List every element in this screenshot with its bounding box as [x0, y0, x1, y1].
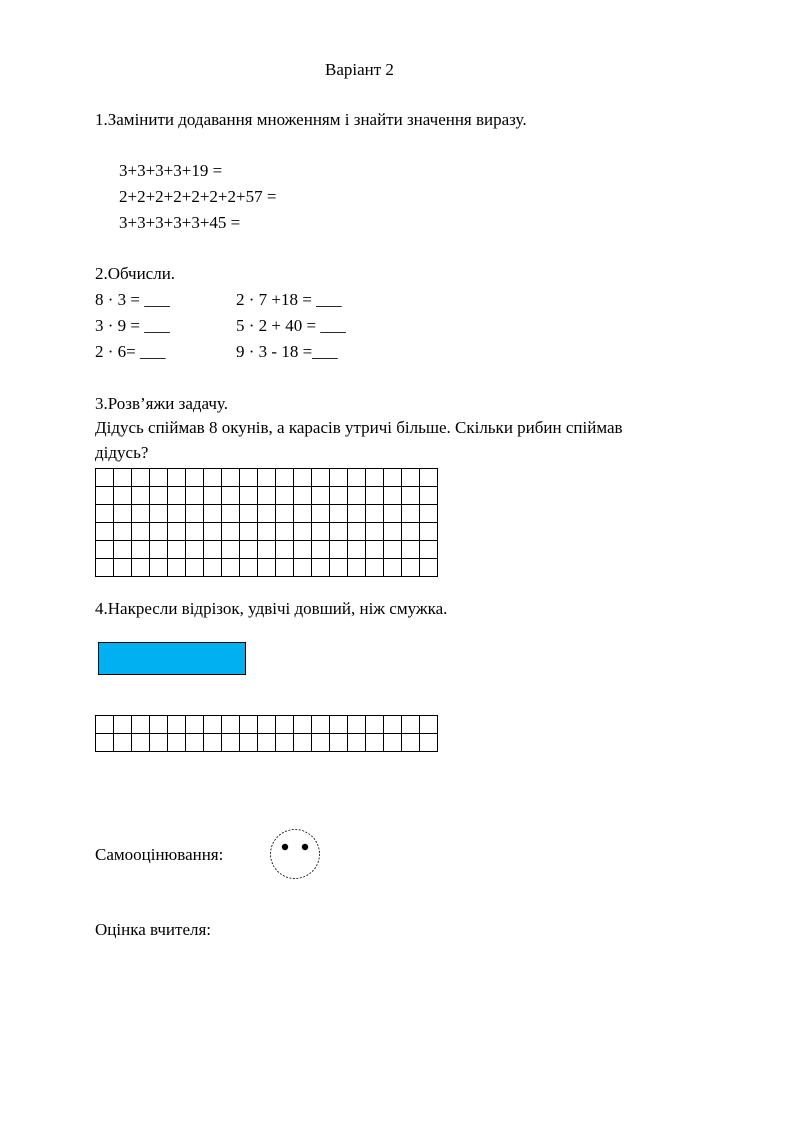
task4-grid-cell[interactable]	[132, 716, 150, 734]
task3-grid-cell[interactable]	[312, 541, 330, 559]
task3-grid-cell[interactable]	[222, 559, 240, 577]
task3-grid-cell[interactable]	[420, 523, 438, 541]
task3-grid-cell[interactable]	[204, 559, 222, 577]
task4-grid-cell[interactable]	[150, 716, 168, 734]
task3-grid-cell[interactable]	[114, 469, 132, 487]
task3-grid-row	[96, 523, 438, 541]
task3-grid-cell[interactable]	[258, 469, 276, 487]
task4-grid-cell[interactable]	[96, 716, 114, 734]
task4-grid-cell[interactable]	[114, 734, 132, 752]
task3-grid-cell[interactable]	[276, 559, 294, 577]
task4-grid-cell[interactable]	[402, 734, 420, 752]
task3-grid-cell[interactable]	[402, 541, 420, 559]
task3-grid-cell[interactable]	[240, 559, 258, 577]
task3-grid-cell[interactable]	[330, 559, 348, 577]
task3-grid-cell[interactable]	[258, 559, 276, 577]
task4-grid-cell[interactable]	[114, 716, 132, 734]
task3-grid-cell[interactable]	[402, 487, 420, 505]
task3-grid-cell[interactable]	[240, 469, 258, 487]
task3-grid-cell[interactable]	[240, 523, 258, 541]
task3-grid-cell[interactable]	[204, 505, 222, 523]
task4-grid-row	[96, 716, 438, 734]
task4-grid-cell[interactable]	[132, 734, 150, 752]
task3-grid-cell[interactable]	[384, 559, 402, 577]
task4-grid-cell[interactable]	[204, 734, 222, 752]
task3-grid-cell[interactable]	[132, 505, 150, 523]
task3-grid-cell[interactable]	[150, 523, 168, 541]
task4-grid-cell[interactable]	[384, 716, 402, 734]
task3-grid-cell[interactable]	[348, 487, 366, 505]
task4-grid-cell[interactable]	[366, 734, 384, 752]
task3-grid-cell[interactable]	[420, 541, 438, 559]
task3-grid-cell[interactable]	[366, 559, 384, 577]
task3-grid-cell[interactable]	[258, 523, 276, 541]
task1-expression-1: 3+3+3+3+19 =	[119, 161, 223, 180]
task3-grid-cell[interactable]	[186, 505, 204, 523]
task4-grid-cell[interactable]	[330, 716, 348, 734]
task3-grid-cell[interactable]	[150, 541, 168, 559]
task3-grid-cell[interactable]	[132, 469, 150, 487]
task3-grid-cell[interactable]	[330, 505, 348, 523]
task3-grid-cell[interactable]	[132, 541, 150, 559]
task3-grid-cell[interactable]	[168, 541, 186, 559]
task2-expression-left-1: 8 · 3 = ___	[95, 290, 170, 309]
task3-heading: 3.Розв’яжи задачу.	[95, 394, 228, 413]
task3-grid-cell[interactable]	[168, 559, 186, 577]
task3-grid-cell[interactable]	[240, 541, 258, 559]
smiley-face-icon[interactable]	[269, 828, 321, 880]
task4-grid-cell[interactable]	[366, 716, 384, 734]
task3-grid-cell[interactable]	[366, 469, 384, 487]
task3-grid-cell[interactable]	[204, 469, 222, 487]
task4-grid-cell[interactable]	[420, 716, 438, 734]
task3-grid-cell[interactable]	[258, 505, 276, 523]
task3-grid-row	[96, 541, 438, 559]
task4-grid-cell[interactable]	[168, 734, 186, 752]
task3-grid-cell[interactable]	[402, 469, 420, 487]
task4-grid-cell[interactable]	[222, 734, 240, 752]
task4-grid-cell[interactable]	[276, 716, 294, 734]
task3-grid-cell[interactable]	[204, 523, 222, 541]
task3-grid-row	[96, 559, 438, 577]
task3-grid-cell[interactable]	[222, 523, 240, 541]
task3-grid-cell[interactable]	[384, 469, 402, 487]
task4-grid-cell[interactable]	[204, 716, 222, 734]
task2-expression-left-2: 3 · 9 = ___	[95, 316, 170, 335]
task4-grid-cell[interactable]	[330, 734, 348, 752]
task3-grid-cell[interactable]	[168, 487, 186, 505]
task3-grid-cell[interactable]	[420, 487, 438, 505]
task4-drawing-grid[interactable]	[95, 715, 438, 752]
task2-expression-right-1: 2 · 7 +18 = ___	[236, 290, 342, 309]
task3-grid-cell[interactable]	[114, 505, 132, 523]
task3-grid-cell[interactable]	[186, 469, 204, 487]
task4-grid-cell[interactable]	[384, 734, 402, 752]
task3-grid-cell[interactable]	[96, 487, 114, 505]
task4-grid-cell[interactable]	[240, 716, 258, 734]
task3-grid-cell[interactable]	[348, 541, 366, 559]
task3-grid-cell[interactable]	[276, 541, 294, 559]
task3-grid-cell[interactable]	[258, 487, 276, 505]
task3-grid-cell[interactable]	[222, 541, 240, 559]
task3-grid-cell[interactable]	[114, 559, 132, 577]
task3-grid-cell[interactable]	[384, 487, 402, 505]
task3-grid-cell[interactable]	[240, 487, 258, 505]
task4-grid-cell[interactable]	[150, 734, 168, 752]
task3-grid-cell[interactable]	[294, 559, 312, 577]
task3-grid-cell[interactable]	[330, 523, 348, 541]
task3-grid-row	[96, 487, 438, 505]
task2-expression-right-2: 5 · 2 + 40 = ___	[236, 316, 346, 335]
task4-grid-cell[interactable]	[276, 734, 294, 752]
task3-grid-cell[interactable]	[420, 559, 438, 577]
self-assessment-label: Самооцінювання:	[95, 845, 224, 864]
task3-grid-cell[interactable]	[96, 469, 114, 487]
task4-grid-cell[interactable]	[240, 734, 258, 752]
task3-grid-cell[interactable]	[222, 505, 240, 523]
task3-grid-cell[interactable]	[132, 559, 150, 577]
task3-grid-cell[interactable]	[150, 469, 168, 487]
task3-grid-cell[interactable]	[384, 541, 402, 559]
task3-grid-cell[interactable]	[276, 505, 294, 523]
task3-grid-cell[interactable]	[420, 505, 438, 523]
task3-grid-cell[interactable]	[186, 523, 204, 541]
task4-grid-cell[interactable]	[186, 716, 204, 734]
task3-answer-grid[interactable]	[95, 468, 438, 577]
task3-grid-cell[interactable]	[114, 523, 132, 541]
task3-grid-cell[interactable]	[276, 469, 294, 487]
task3-grid-cell[interactable]	[168, 469, 186, 487]
task4-grid-cell[interactable]	[348, 716, 366, 734]
task3-grid-cell[interactable]	[132, 487, 150, 505]
task3-grid-cell[interactable]	[168, 523, 186, 541]
task3-grid-cell[interactable]	[258, 541, 276, 559]
task3-grid-cell[interactable]	[114, 541, 132, 559]
task3-grid-cell[interactable]	[222, 469, 240, 487]
task3-grid-cell[interactable]	[96, 541, 114, 559]
task3-grid-row	[96, 505, 438, 523]
task3-grid-cell[interactable]	[96, 505, 114, 523]
task3-grid-cell[interactable]	[366, 505, 384, 523]
task3-grid-cell[interactable]	[294, 505, 312, 523]
task4-grid-cell[interactable]	[348, 734, 366, 752]
task3-grid-cell[interactable]	[330, 469, 348, 487]
task3-grid-cell[interactable]	[294, 487, 312, 505]
task3-grid-cell[interactable]	[312, 469, 330, 487]
task3-grid-cell[interactable]	[312, 523, 330, 541]
task1-expression-2: 2+2+2+2+2+2+2+57 =	[119, 187, 277, 206]
task3-grid-cell[interactable]	[348, 559, 366, 577]
task1-expression-3: 3+3+3+3+3+45 =	[119, 213, 241, 232]
task3-grid-cell[interactable]	[312, 487, 330, 505]
task3-grid-cell[interactable]	[294, 469, 312, 487]
task3-grid-cell[interactable]	[330, 487, 348, 505]
task3-grid-cell[interactable]	[186, 541, 204, 559]
task3-grid-cell[interactable]	[330, 541, 348, 559]
task3-grid-cell[interactable]	[366, 541, 384, 559]
task3-grid-cell[interactable]	[294, 541, 312, 559]
task4-heading: 4.Накресли відрізок, удвічі довший, ніж смужка.	[95, 599, 448, 618]
task3-grid-cell[interactable]	[312, 505, 330, 523]
task4-grid-cell[interactable]	[402, 716, 420, 734]
task4-grid-row	[96, 734, 438, 752]
task4-grid-cell[interactable]	[186, 734, 204, 752]
page-title: Варіант 2	[325, 60, 394, 79]
task3-grid-cell[interactable]	[150, 559, 168, 577]
task3-grid-cell[interactable]	[294, 523, 312, 541]
task4-grid-cell[interactable]	[258, 734, 276, 752]
task4-grid-cell[interactable]	[222, 716, 240, 734]
task3-problem-line-1: Дідусь спіймав 8 окунів, а карасів утричі більше. Скільки рибин спіймав	[95, 418, 623, 437]
task3-grid-cell[interactable]	[114, 487, 132, 505]
task3-grid-cell[interactable]	[204, 541, 222, 559]
task3-grid-cell[interactable]	[240, 505, 258, 523]
task3-grid-cell[interactable]	[402, 505, 420, 523]
task3-grid-cell[interactable]	[366, 487, 384, 505]
task3-grid-cell[interactable]	[132, 523, 150, 541]
task3-grid-cell[interactable]	[222, 487, 240, 505]
task4-grid-cell[interactable]	[312, 716, 330, 734]
reference-strip	[98, 642, 246, 675]
task3-grid-cell[interactable]	[384, 505, 402, 523]
task4-grid-cell[interactable]	[312, 734, 330, 752]
task3-grid-cell[interactable]	[402, 559, 420, 577]
task3-grid-cell[interactable]	[150, 505, 168, 523]
task4-grid-cell[interactable]	[258, 716, 276, 734]
task3-grid-cell[interactable]	[186, 487, 204, 505]
task4-grid-cell[interactable]	[420, 734, 438, 752]
task3-grid-cell[interactable]	[168, 505, 186, 523]
task4-grid-cell[interactable]	[96, 734, 114, 752]
task3-grid-cell[interactable]	[420, 469, 438, 487]
task3-grid-cell[interactable]	[186, 559, 204, 577]
task3-grid-cell[interactable]	[150, 487, 168, 505]
task3-grid-cell[interactable]	[348, 469, 366, 487]
task3-grid-cell[interactable]	[276, 487, 294, 505]
task2-heading: 2.Обчисли.	[95, 264, 176, 283]
task2-expression-right-3: 9 · 3 - 18 =___	[236, 342, 338, 361]
task3-grid-cell[interactable]	[312, 559, 330, 577]
task3-grid-cell[interactable]	[96, 523, 114, 541]
task1-heading: 1.Замінити додавання множенням і знайти значення виразу.	[95, 110, 527, 129]
teacher-grade-label: Оцінка вчителя:	[95, 920, 212, 939]
task3-grid-cell[interactable]	[402, 523, 420, 541]
task3-grid-cell[interactable]	[348, 505, 366, 523]
task3-grid-cell[interactable]	[384, 523, 402, 541]
task3-grid-row	[96, 469, 438, 487]
task4-grid-cell[interactable]	[294, 716, 312, 734]
task3-grid-cell[interactable]	[348, 523, 366, 541]
task4-grid-cell[interactable]	[294, 734, 312, 752]
task3-grid-cell[interactable]	[366, 523, 384, 541]
task3-grid-cell[interactable]	[204, 487, 222, 505]
task3-grid-cell[interactable]	[276, 523, 294, 541]
task4-grid-cell[interactable]	[168, 716, 186, 734]
task3-grid-cell[interactable]	[96, 559, 114, 577]
task2-expression-left-3: 2 · 6= ___	[95, 342, 166, 361]
task3-problem-line-2: дідусь?	[95, 443, 149, 462]
